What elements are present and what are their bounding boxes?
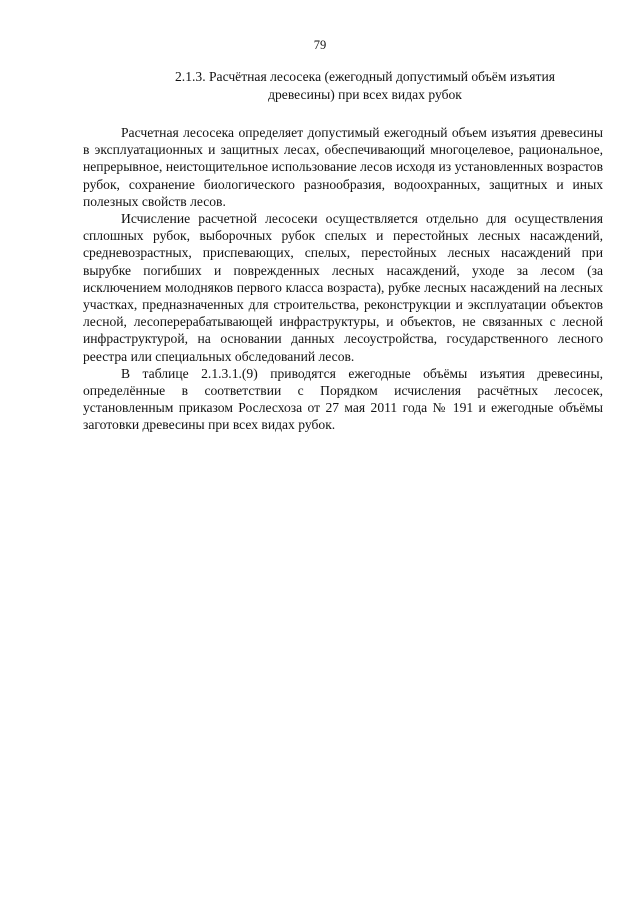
section-heading: 2.1.3. Расчётная лесосека (ежегодный допустимый объём изъятия древесины) при всех видах рубок (175, 69, 555, 102)
paragraph-table-reference: В таблице 2.1.3.1.(9) приводятся ежегодные объёмы изъятия древесины, определённые в соответствии с Порядком исчисления расчётных лесосек, установленным приказом Рослесхоза от 27 мая 2011 года № 191 и ежегодные объёмы заготовки древесины при всех видах рубок. (83, 365, 603, 433)
paragraph-calculated-cutting-area: Расчетная лесосека определяет допустимый ежегодный объем изъятия древесины в эксплуатационных и защитных лесах, обеспечивающий многоцелевое, рациональное, непрерывное, неистощительное использование лесов исходя из установленных возрастов рубок, сохранение биологического разнообразия, водоохранных, защитных и иных полезных свойств лесов. (83, 125, 603, 209)
paragraph-calculation-scope: Исчисление расчетной лесосеки осуществляется отдельно для осуществления сплошных рубок, выборочных рубок спелых и перестойных лесных насаждений, средневозрастных, приспевающих, спелых, перестойных лесных насаждений при вырубке погибших и поврежденных лесных насаждений, уходе за лесом (за исключением молодняков первого класса возраста), рубке лесных насаждений на лесных участках, предназначенных для строительства, реконструкции и эксплуатации объектов лесной, лесоперерабатывающей инфраструктуры, и объектов, не связанных с лесной инфраструктурой, на основании данных лесоустройства, государственного лесного реестра или специальных обследований лесов. (83, 211, 603, 364)
page-number: 79 (313, 38, 327, 52)
body-text (83, 124, 603, 434)
